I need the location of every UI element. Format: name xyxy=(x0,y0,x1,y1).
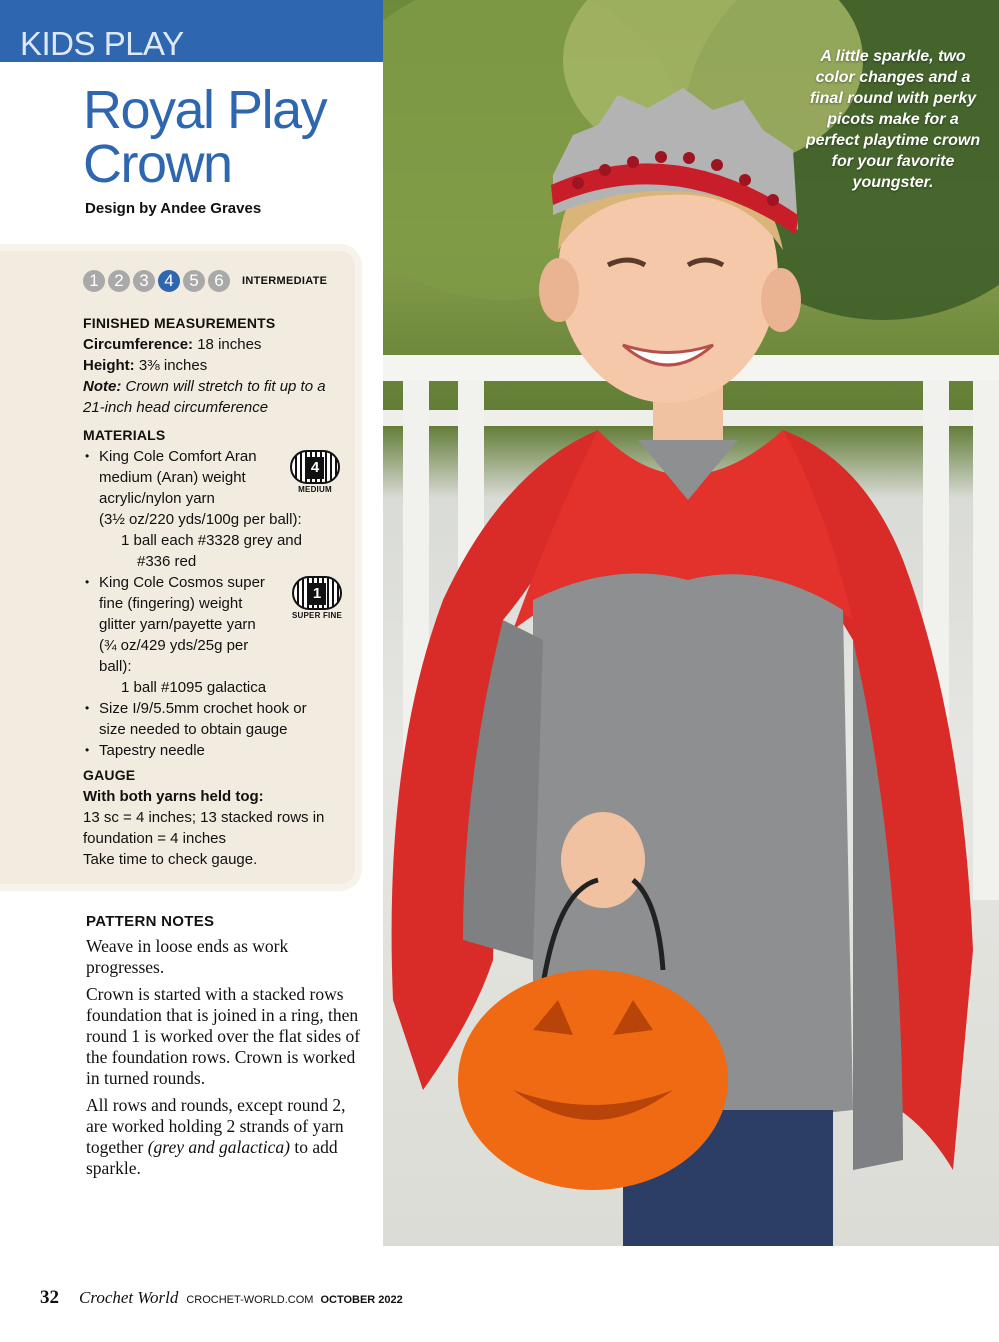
materials-heading: MATERIALS xyxy=(83,427,166,443)
height-line xyxy=(83,355,345,376)
skill-level-5: 5 xyxy=(183,270,205,292)
material-item-needle: • Tapestry needle xyxy=(83,740,345,761)
circumference-label: Circumference: xyxy=(83,336,194,353)
height-value: 3⅜ inches xyxy=(134,357,208,374)
gauge-line: foundation = 4 inches xyxy=(83,830,227,847)
gauge xyxy=(83,765,345,870)
material-item-aran-yarn: • King Cole Comfort Aran medium (Aran) weight acrylic/nylon yarn (3½ oz/220 yds/100g per ball): 1 ball each #3328 grey and #336 red xyxy=(83,446,345,572)
circumference-value: 18 inches xyxy=(193,336,262,353)
pattern-note-paragraph: Crown is started with a stacked rows foundation that is joined in a ring, then round 1 is worked over the flat sides of the foundation rows. Crown is worked in turned rounds. xyxy=(86,984,361,1088)
note-label: Note: xyxy=(83,378,122,395)
height-label: Height: xyxy=(83,357,135,374)
page-title xyxy=(83,80,373,194)
gauge-line: Take time to check gauge. xyxy=(83,851,258,868)
title-line-2: Crown xyxy=(83,134,232,194)
page-number: 32 xyxy=(40,1287,59,1308)
gauge-heading: GAUGE xyxy=(83,767,136,783)
skill-level-1: 1 xyxy=(83,270,105,292)
note-line xyxy=(83,376,345,418)
material-item-crochet-hook: • Size I/9/5.5mm crochet hook or size needed to obtain gauge xyxy=(83,698,345,740)
gauge-line: 13 sc = 4 inches; 13 stacked rows in xyxy=(83,809,325,826)
yarn-weight-medium-icon: 4 MEDIUM xyxy=(288,450,342,494)
note-text: Crown will stretch to fit up to a 21-inch head circumference xyxy=(83,378,326,416)
skill-level-2: 2 xyxy=(108,270,130,292)
magazine-website: CROCHET-WORLD.COM xyxy=(186,1294,314,1306)
pattern-note-paragraph: All rows and rounds, except round 2, are worked holding 2 strands of yarn together (grey and galactica) to add sparkle. xyxy=(86,1095,346,1178)
material-item-glitter-yarn: • King Cole Cosmos super fine (fingering) weight glitter yarn/payette yarn (¾ oz/429 yds/25g per ball): 1 ball #1095 galactica xyxy=(83,572,345,698)
skill-level-label: INTERMEDIATE xyxy=(242,275,328,287)
section-label: KIDS PLAY xyxy=(20,25,184,62)
title-line-1: Royal Play xyxy=(83,80,327,140)
pattern-notes xyxy=(86,913,361,1185)
gauge-subheading: With both yarns held tog: xyxy=(83,788,264,805)
issue-date: OCTOBER 2022 xyxy=(320,1294,403,1306)
skill-level-3: 3 xyxy=(133,270,155,292)
hero-photo xyxy=(383,0,999,1246)
page-footer xyxy=(40,1287,403,1309)
skill-level-row xyxy=(83,270,327,292)
yarn-weight-super-fine-icon: 1 SUPER FINE xyxy=(290,576,344,620)
skill-level-4-active: 4 xyxy=(158,270,180,292)
skein-icon: 1 xyxy=(292,576,342,610)
finished-measurements xyxy=(83,313,345,418)
skill-level-6: 6 xyxy=(208,270,230,292)
pattern-note-paragraph: Weave in loose ends as work progresses. xyxy=(86,936,289,977)
skein-icon: 4 xyxy=(290,450,340,484)
pattern-notes-heading: PATTERN NOTES xyxy=(86,913,215,930)
designer-byline: Design by Andee Graves xyxy=(85,200,262,217)
measurements-heading: FINISHED MEASUREMENTS xyxy=(83,315,276,331)
photo-caption: A little sparkle, two color changes and a final round with perky picots make for a perfect playtime crown for your favorite youngster. xyxy=(805,48,981,191)
section-banner xyxy=(0,0,383,62)
circumference-line xyxy=(83,334,345,355)
magazine-name: Crochet World xyxy=(79,1288,179,1307)
jack-o-lantern xyxy=(458,970,728,1190)
